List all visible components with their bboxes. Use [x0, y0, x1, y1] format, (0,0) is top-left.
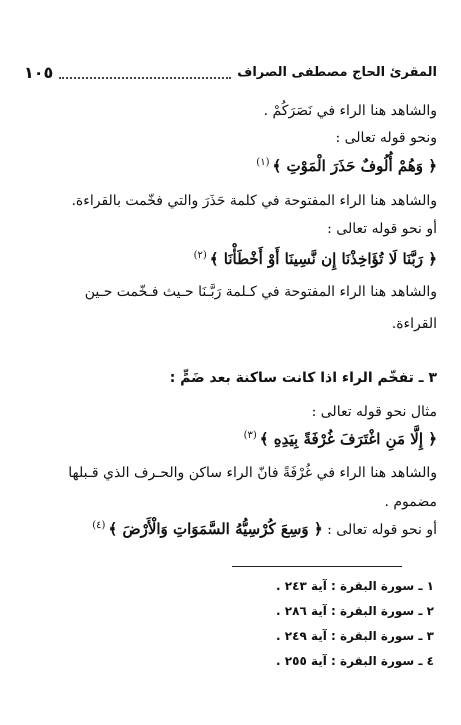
section-heading [24, 370, 437, 386]
quran-verse: ﴿ وَسِعَ كُرْسِيُّهُ السَّمَوَاتِ وَالْأَرْضَ ﴾ [108, 520, 323, 538]
paragraph-line: ونحو قوله تعالى : [335, 130, 437, 146]
verse-line [24, 520, 437, 538]
footnote: ٤ ـ سورة البقرة : آية ٢٥٥ . [276, 654, 434, 668]
paragraph-line: أو نحو قوله تعالى : [327, 221, 437, 237]
footnote: ٣ ـ سورة البقرة : آية ٢٤٩ . [276, 629, 434, 643]
footnote-ref: (١) [256, 157, 270, 169]
footnote-ref: (٤) [92, 520, 106, 532]
quran-verse: ﴿ وَهُمْ أُلُوفٌ حَذَرَ الْمَوْتِ ﴾ [272, 157, 437, 175]
quran-verse: ﴿ إِلَّا مَنِ اغْتَرَفَ غُرْفَةً بِيَدِهِ ﴾ [259, 430, 437, 448]
section-heading-text: ٣ ـ تفخّم الراء اذا كانت ساكنة بعد ضَمٍّ : [169, 370, 437, 386]
running-header [24, 60, 437, 84]
footnote: ٢ ـ سورة البقرة : آية ٢٨٦ . [276, 604, 434, 618]
footnote: ١ ـ سورة البقرة : آية ٢٤٣ . [276, 579, 434, 593]
verse-line [24, 157, 437, 175]
footnote-ref: (٣) [243, 430, 257, 442]
paragraph-line: والشاهد هنا الراء في نَصَرَكُمْ . [263, 103, 437, 119]
paragraph-line: والشاهد هنا الراء المفتوحة في كـلمة رَبَّـنَا حـيث فـخّمت حـين [84, 284, 437, 300]
paragraph-line: والشاهد هنا الراء في غُرْفَةً فانّ الراء ساكن والحـرف الذي قـبلها [68, 465, 437, 481]
paragraph-line: مضموم . [384, 494, 437, 510]
paragraph-line: والشاهد هنا الراء المفتوحة في كلمة حَذَرَ والتي فخّمت بالقراءة. [71, 193, 437, 209]
paragraph-line: مثال نحو قوله تعالى : [311, 404, 437, 420]
footnote-divider [232, 566, 402, 567]
page-number: ١٠٥ [24, 62, 54, 82]
verse-line [24, 430, 437, 448]
paragraph-line: القراءة. [391, 316, 437, 332]
quran-verse: ﴿ رَبَّنَا لَا تُؤَاخِذْنَا إِن نَّسِينَا أَوْ أَخْطَأْنَا ﴾ [209, 250, 437, 268]
header-leader-dots [59, 76, 231, 79]
footnote-ref: (٢) [193, 250, 207, 262]
paragraph-text: أو نحو قوله تعالى : [327, 522, 437, 538]
verse-line [24, 250, 437, 268]
header-title: المقرئ الحاج مصطفى الصراف [237, 64, 437, 80]
